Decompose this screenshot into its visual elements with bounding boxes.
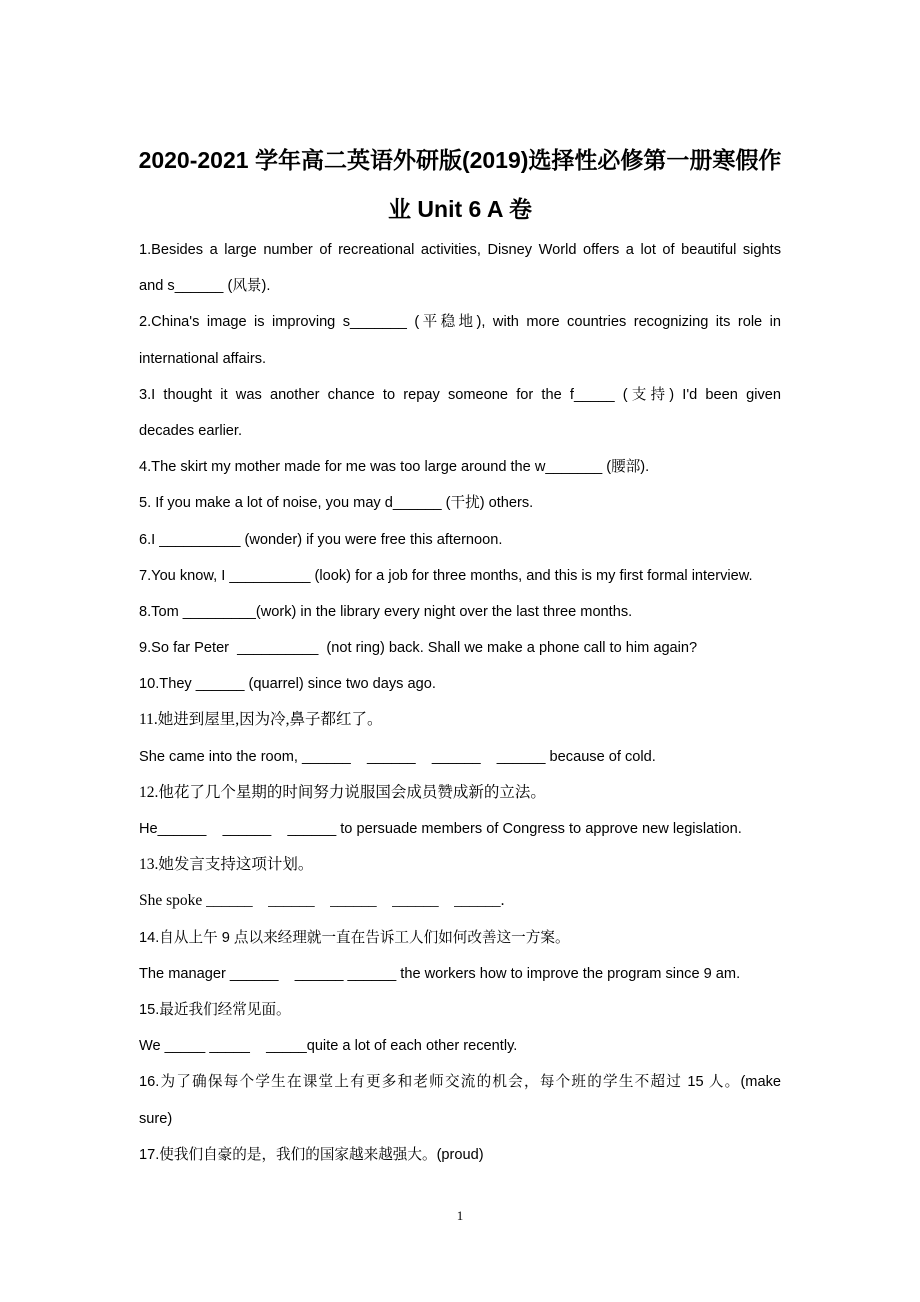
exercise-line: The manager ______ ______ ______ the workers how to improve the program since 9 am. — [139, 965, 741, 982]
exercise-line: 9.So far Peter __________ (not ring) back. Shall we make a phone call to him again? — [139, 640, 698, 657]
exercise-line: We _____ _____ _____quite a lot of each other recently. — [139, 1038, 518, 1055]
exercise-line: 3.I thought it was another chance to repay someone for the f_____ (支持) I'd been given — [139, 386, 781, 403]
exercise-line: 10.They ______ (quarrel) since two days ago. — [139, 676, 436, 693]
exercise-line: 15.最近我们经常见面。 — [139, 1001, 291, 1018]
exercise-line: 17.使我们自豪的是，我们的国家越来越强大。(proud) — [139, 1146, 484, 1163]
exercise-line: 1.Besides a large number of recreational activities, Disney World offers a lot of beautiful sights — [139, 242, 781, 258]
exercise-line: 12.他花了几个星期的时间努力说服国会成员赞成新的立法。 — [139, 783, 546, 801]
exercise-line: 13.她发言支持这项计划。 — [139, 856, 314, 874]
exercise-line: 14.自从上午 9 点以来经理就一直在告诉工人们如何改善这一方案。 — [139, 929, 570, 946]
exercise-line: 7.You know, I __________ (look) for a job for three months, and this is my first formal interview. — [139, 567, 753, 584]
exercise-line: 11.她进到屋里,因为冷,鼻子都红了。 — [139, 711, 383, 729]
exercise-line: and s______ (风景). — [139, 278, 271, 295]
exercise-line: 6.I __________ (wonder) if you were free this afternoon. — [139, 531, 503, 548]
exercise-body — [139, 232, 781, 1173]
exercise-line: decades earlier. — [139, 422, 243, 439]
exercise-line: international affairs. — [139, 350, 267, 367]
exercise-line: 16.为了确保每个学生在课堂上有更多和老师交流的机会，每个班的学生不超过 15 人。(make — [139, 1074, 781, 1091]
document-title-line-1: 2020-2021 学年高二英语外研版(2019)选择性必修第一册寒假作 — [138, 147, 782, 173]
document-title-line-2: 业 Unit 6 A 卷 — [388, 196, 532, 222]
exercise-line: He______ ______ ______ to persuade members of Congress to approve new legislation. — [139, 821, 742, 837]
exercise-line: She came into the room, ______ ______ ______ ______ because of cold. — [139, 748, 656, 765]
page-number: 1 — [456, 1208, 464, 1223]
exercise-line: 2.China's image is improving s_______ (平稳地), with more countries recognizing its role in — [139, 314, 781, 331]
exercise-line: sure) — [139, 1110, 173, 1127]
exercise-line: 4.The skirt my mother made for me was too large around the w_______ (腰部). — [139, 459, 650, 476]
exercise-line: She spoke ______ ______ ______ ______ ______. — [139, 892, 505, 910]
exercise-line: 8.Tom _________(work) in the library every night over the last three months. — [139, 603, 633, 620]
exercise-line: 5. If you make a lot of noise, you may d______ (干扰) others. — [139, 495, 534, 512]
